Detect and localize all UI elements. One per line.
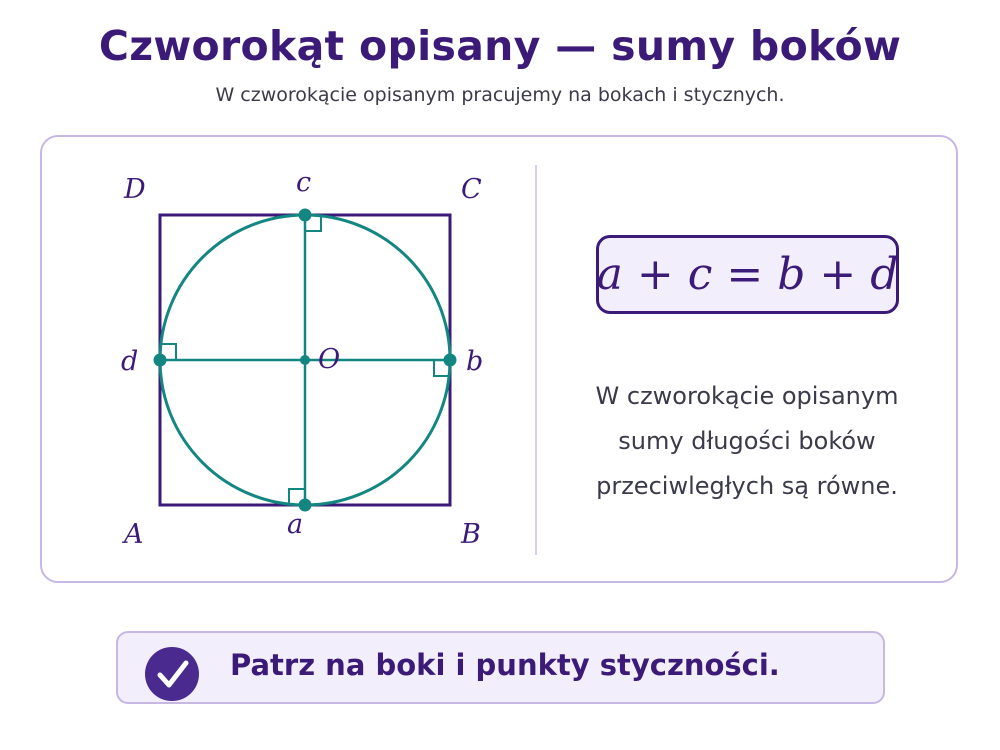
center-label-o: O: [318, 344, 341, 375]
tip-text: Patrz na boki i punkty styczności.: [230, 648, 780, 682]
formula-box: a + c = b + d: [596, 235, 899, 314]
page-subtitle: W czworokącie opisanym pracujemy na bokach i stycznych.: [215, 84, 785, 106]
tangent-label-c: c: [296, 167, 312, 198]
vertex-label-d: D: [124, 174, 146, 205]
description-line: sumy długości boków: [618, 427, 876, 455]
description-line: W czworokącie opisanym: [595, 382, 899, 410]
description-text: [560, 374, 934, 509]
check-icon: [145, 647, 199, 701]
tangent-label-b: b: [466, 346, 484, 377]
vertex-label-b: B: [461, 519, 481, 550]
page-title: Czworokąt opisany — sumy boków: [98, 22, 902, 70]
tangent-label-d: d: [121, 346, 139, 377]
tangent-point-b: [444, 354, 457, 367]
tangent-point-d: [154, 354, 167, 367]
description-line: przeciwległych są równe.: [596, 472, 898, 500]
center-point: [300, 355, 310, 365]
vertex-label-c: C: [461, 174, 482, 205]
vertex-label-a: A: [124, 519, 144, 550]
tangent-point-c: [299, 209, 312, 222]
tangent-label-a: a: [287, 509, 304, 540]
